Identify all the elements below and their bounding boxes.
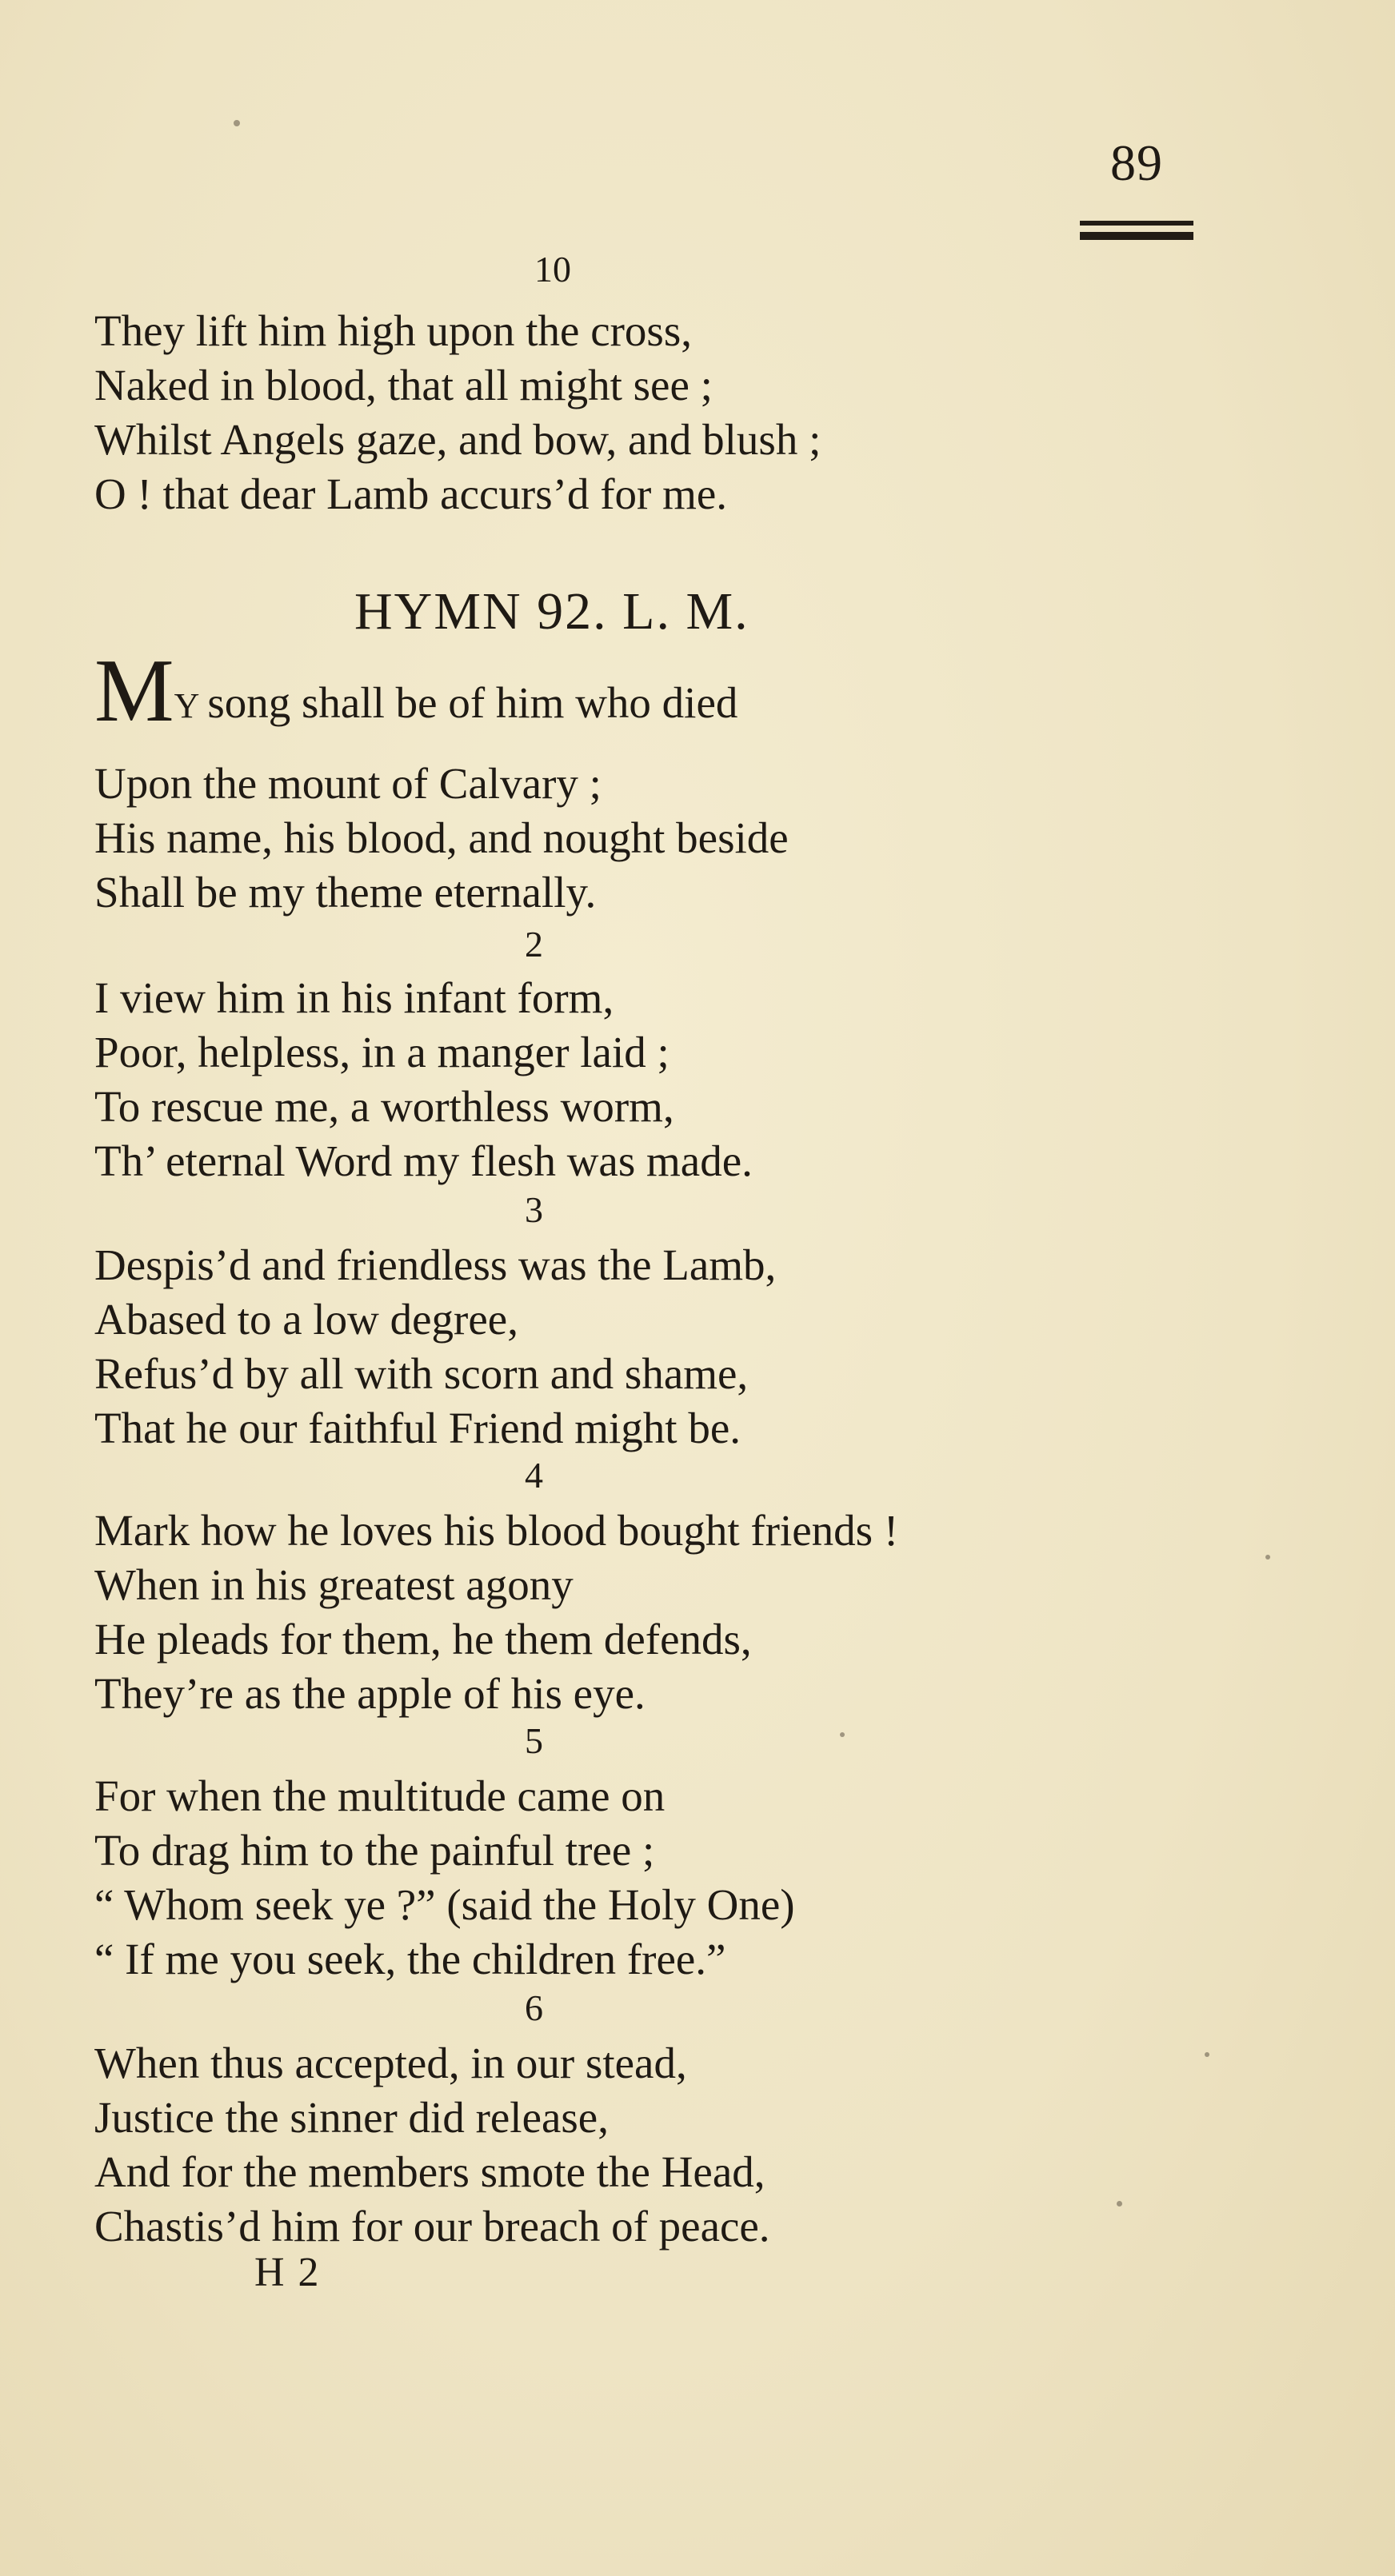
verse-line: To drag him to the painful tree ;: [94, 1826, 655, 1875]
stanza-number: 2: [525, 924, 543, 965]
verse-line: Justice the sinner did release,: [94, 2093, 609, 2142]
verse-line: Despis’d and friendless was the Lamb,: [94, 1240, 777, 1289]
page-number: 89: [1110, 134, 1163, 191]
small-cap-letter: Y: [174, 686, 200, 725]
signature-mark: H 2: [254, 2250, 321, 2295]
drop-cap: M: [94, 641, 174, 741]
verse-line: I view him in his infant form,: [94, 973, 614, 1022]
verse-line: For when the multitude came on: [94, 1771, 666, 1820]
verse-line: When thus accepted, in our stead,: [94, 2039, 687, 2087]
verse-line: They’re as the apple of his eye.: [94, 1669, 646, 1718]
paper-speck: [1117, 2201, 1122, 2207]
verse-line-first: [94, 641, 738, 741]
hymn-title: HYMN 92. L. M.: [354, 582, 749, 641]
verse-line: Abased to a low degree,: [94, 1295, 518, 1344]
verse-line: His name, his blood, and nought beside: [94, 813, 789, 862]
paper-speck: [1205, 2052, 1209, 2057]
verse-line: Naked in blood, that all might see ;: [94, 361, 713, 409]
verse-line: Shall be my theme eternally.: [94, 868, 597, 917]
verse-line: Mark how he loves his blood bought friends !: [94, 1506, 899, 1555]
verse-line: When in his greatest agony: [94, 1560, 574, 1609]
stanza-number: 10: [534, 249, 571, 290]
verse-line: And for the members smote the Head,: [94, 2147, 765, 2196]
verse-line: O ! that dear Lamb accurs’d for me.: [94, 469, 728, 518]
header-double-rule: [1080, 221, 1193, 240]
rule-thick: [1080, 232, 1193, 240]
verse-line: Upon the mount of Calvary ;: [94, 759, 602, 808]
stanza-number: 5: [525, 1720, 543, 1761]
verse-line-text: song shall be of him who died: [207, 678, 738, 727]
verse-line: To rescue me, a worthless worm,: [94, 1082, 674, 1131]
stanza-number: 4: [525, 1455, 543, 1496]
paper-speck: [234, 120, 240, 126]
verse-line: Refus’d by all with scorn and shame,: [94, 1349, 749, 1398]
rule-thin: [1080, 221, 1193, 226]
stanza-number: 3: [525, 1189, 543, 1230]
verse-line: Th’ eternal Word my flesh was made.: [94, 1136, 753, 1185]
verse-line: “ Whom seek ye ?” (said the Holy One): [94, 1880, 795, 1929]
verse-line: Chastis’d him for our breach of peace.: [94, 2202, 770, 2251]
verse-line: He pleads for them, he them defends,: [94, 1615, 752, 1663]
stanza-number: 6: [525, 1987, 543, 2028]
paper-speck: [840, 1732, 845, 1737]
verse-line: They lift him high upon the cross,: [94, 306, 692, 355]
paper-speck: [1265, 1555, 1270, 1560]
verse-line: That he our faithful Friend might be.: [94, 1404, 741, 1452]
verse-line: Poor, helpless, in a manger laid ;: [94, 1028, 670, 1076]
verse-line: “ If me you seek, the children free.”: [94, 1935, 726, 1983]
verse-line: Whilst Angels gaze, and bow, and blush ;: [94, 415, 821, 464]
